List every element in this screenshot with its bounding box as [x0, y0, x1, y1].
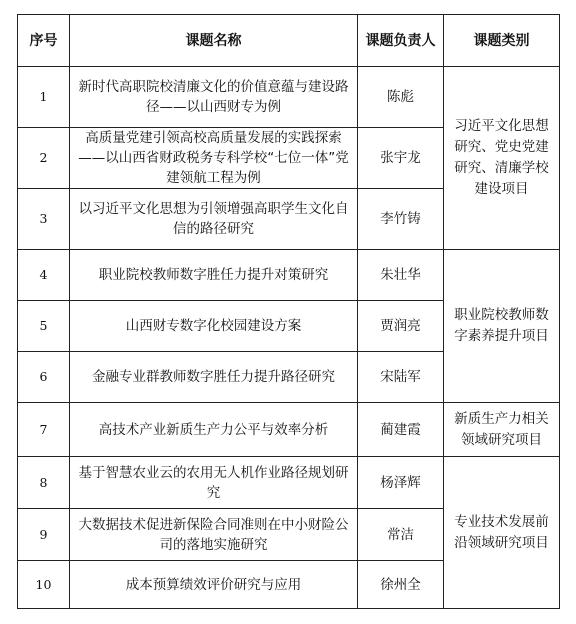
- row-number: 4: [18, 250, 70, 301]
- header-owner: 课题负责人: [358, 15, 444, 67]
- table-row: [18, 457, 560, 509]
- project-category: 习近平文化思想研究、党史党建研究、清廉学校建设项目: [444, 67, 560, 250]
- row-number: 6: [18, 352, 70, 403]
- project-category: 专业技术发展前沿领域研究项目: [444, 457, 560, 609]
- project-category: 新质生产力相关领域研究项目: [444, 403, 560, 457]
- table-row: [18, 403, 560, 457]
- project-owner: 徐州全: [358, 561, 444, 609]
- project-owner: 杨泽辉: [358, 457, 444, 509]
- project-owner: 张宇龙: [358, 128, 444, 189]
- project-title: 金融专业群教师数字胜任力提升路径研究: [70, 352, 358, 403]
- row-number: 3: [18, 189, 70, 250]
- project-owner: 陈彪: [358, 67, 444, 128]
- row-number: 8: [18, 457, 70, 509]
- table-row: [18, 250, 560, 301]
- header-category: 课题类别: [444, 15, 560, 67]
- project-title: 新时代高职院校清廉文化的价值意蕴与建设路径——以山西财专为例: [70, 67, 358, 128]
- project-title: 高技术产业新质生产力公平与效率分析: [70, 403, 358, 457]
- project-title: 大数据技术促进新保险合同准则在中小财险公司的落地实施研究: [70, 509, 358, 561]
- project-table: [17, 14, 560, 609]
- project-title: 以习近平文化思想为引领增强高职学生文化自信的路径研究: [70, 189, 358, 250]
- project-title: 山西财专数字化校园建设方案: [70, 301, 358, 352]
- row-number: 10: [18, 561, 70, 609]
- row-number: 1: [18, 67, 70, 128]
- row-number: 5: [18, 301, 70, 352]
- row-number: 9: [18, 509, 70, 561]
- project-title: 职业院校教师数字胜任力提升对策研究: [70, 250, 358, 301]
- project-title: 高质量党建引领高校高质量发展的实践探索——以山西省财政税务专科学校“七位一体”党建领航工程为例: [70, 128, 358, 189]
- project-title: 基于智慧农业云的农用无人机作业路径规划研究: [70, 457, 358, 509]
- project-owner: 常洁: [358, 509, 444, 561]
- row-number: 7: [18, 403, 70, 457]
- table-row: [18, 67, 560, 128]
- project-category: 职业院校教师数字素养提升项目: [444, 250, 560, 403]
- row-number: 2: [18, 128, 70, 189]
- project-owner: 李竹铸: [358, 189, 444, 250]
- project-owner: 朱壮华: [358, 250, 444, 301]
- project-owner: 宋陆军: [358, 352, 444, 403]
- project-owner: 蔺建霞: [358, 403, 444, 457]
- header-title: 课题名称: [70, 15, 358, 67]
- header-row: [18, 15, 560, 67]
- header-seq: 序号: [18, 15, 70, 67]
- project-title: 成本预算绩效评价研究与应用: [70, 561, 358, 609]
- project-owner: 贾润亮: [358, 301, 444, 352]
